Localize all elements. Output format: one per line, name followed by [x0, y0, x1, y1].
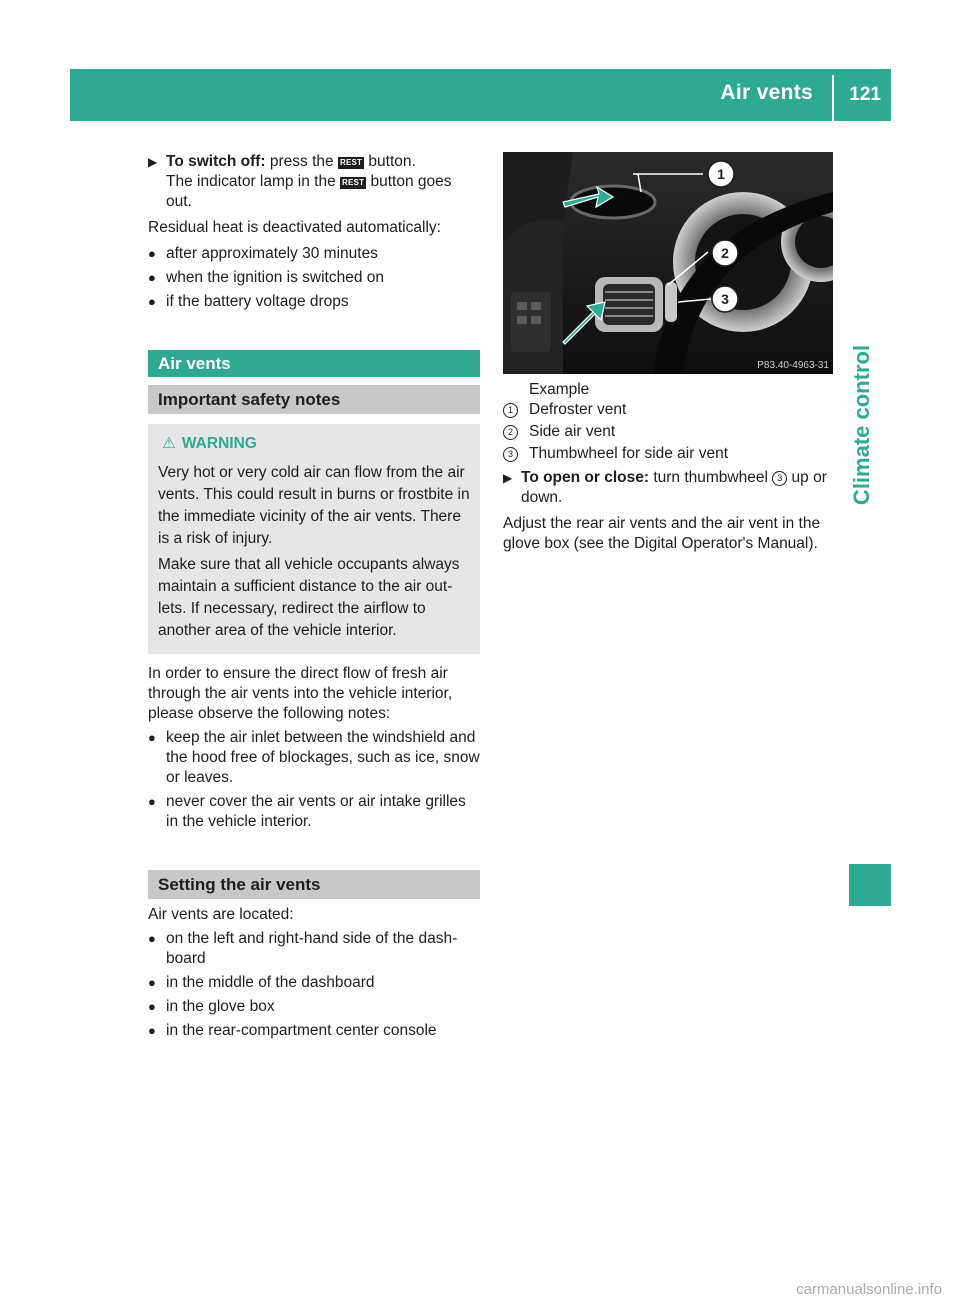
list-item — [148, 268, 480, 288]
adjust-paragraph: Adjust the rear air vents and the air vent in the glove box (see the Digital Operator's Manual). — [503, 515, 821, 552]
bullet-icon: ● — [148, 730, 156, 745]
switch-off-text-b: button. — [364, 153, 416, 170]
switch-off-text-a: press the — [265, 153, 338, 170]
air-vents-photo — [503, 152, 833, 374]
figure-callout-3: 3 — [721, 291, 729, 307]
header-title: Air vents — [720, 81, 813, 104]
list-item — [148, 244, 480, 264]
list-item-text: in the middle of the dashboard — [166, 974, 375, 991]
warning-triangle-icon: ⚠ — [162, 435, 176, 452]
warning-heading — [158, 434, 476, 454]
figure-code: P83.40-4963-31 — [757, 360, 829, 371]
arrow-right-icon: ▶ — [503, 471, 513, 485]
list-item-text: if the battery voltage drops — [166, 293, 349, 310]
right-column — [503, 152, 833, 554]
list-item-text: on the left and right-hand side of the dash-board — [166, 930, 458, 967]
left-column — [148, 152, 480, 1045]
figure-callout-2: 2 — [721, 245, 729, 261]
open-close-instruction — [503, 468, 833, 508]
bullet-icon: ● — [148, 270, 156, 285]
bullet-icon: ● — [148, 794, 156, 809]
residual-intro: Residual heat is deactivated automatically: — [148, 219, 441, 236]
list-item — [148, 292, 480, 312]
figure-caption: Example — [529, 381, 590, 398]
legend-item — [503, 444, 833, 464]
warning-label: WARNING — [181, 435, 257, 452]
arrow-right-icon: ▶ — [148, 155, 158, 169]
side-tab-marker — [849, 864, 891, 906]
open-close-text-b: up or down. — [521, 469, 827, 506]
list-item — [148, 792, 480, 832]
located-intro: Air vents are located: — [148, 906, 294, 923]
list-item — [148, 997, 480, 1017]
bullet-icon: ● — [148, 294, 156, 309]
side-tab-text: Climate control — [849, 344, 874, 506]
rest-key-icon: REST — [342, 178, 365, 187]
open-close-label: To open or close: — [521, 469, 650, 486]
list-item-text: in the glove box — [166, 998, 275, 1015]
switch-off-line2-b: button goes out. — [166, 173, 452, 210]
list-item-text: in the rear-compartment center console — [166, 1022, 437, 1039]
subsection-heading-setting: Setting the air vents — [148, 870, 480, 899]
ensure-intro: In order to ensure the direct flow of fresh air through the air vents into the vehicle interior, please observe the following notes: — [148, 665, 453, 722]
callout-number: 3 — [772, 471, 787, 486]
legend-item — [503, 422, 833, 442]
subsection-heading-safety: Important safety notes — [148, 385, 480, 414]
legend-text: Thumbwheel for side air vent — [529, 445, 729, 462]
legend-item — [503, 400, 833, 420]
warning-box — [148, 424, 480, 654]
switch-off-line2-a: The indicator lamp in the — [166, 173, 341, 190]
list-item-text: keep the air inlet between the windshield and the hood free of blockages, such as ice, snow or leaves. — [166, 729, 480, 786]
list-item — [148, 929, 480, 969]
header-bar — [70, 69, 891, 121]
legend-text: Defroster vent — [529, 401, 627, 418]
figure-callout-1: 1 — [717, 166, 725, 182]
section-heading-air-vents: Air vents — [148, 350, 480, 377]
warning-paragraph-2: Make sure that all vehicle occupants always maintain a sufficient distance to the air out-lets. If necessary, redirect the airflow to another area of the vehicle interior. — [158, 556, 460, 639]
header-divider — [832, 75, 834, 121]
list-item — [148, 728, 480, 788]
air-vents-illustration — [503, 152, 833, 374]
warning-paragraph-1: Very hot or very cold air can flow from the air vents. This could result in burns or frostbite in the immediate vicinity of the air vents. There is a risk of injury. — [158, 464, 470, 547]
callout-number: 2 — [503, 425, 518, 440]
callout-number: 3 — [503, 447, 518, 462]
switch-off-instruction — [148, 152, 480, 212]
list-item-text: never cover the air vents or air intake grilles in the vehicle interior. — [166, 793, 466, 830]
open-close-text-a: turn thumbwheel — [649, 469, 773, 486]
list-item-text: after approximately 30 minutes — [166, 245, 378, 262]
rest-key-icon: REST — [339, 158, 363, 167]
watermark: carmanualsonline.info — [796, 1281, 942, 1298]
switch-off-label: To switch off: — [166, 153, 266, 170]
list-item — [148, 973, 480, 993]
bullet-icon: ● — [148, 1023, 156, 1038]
bullet-icon: ● — [148, 246, 156, 261]
bullet-icon: ● — [148, 975, 156, 990]
page-number: 121 — [849, 84, 881, 105]
list-item — [148, 1021, 480, 1041]
bullet-icon: ● — [148, 931, 156, 946]
list-item-text: when the ignition is switched on — [166, 269, 384, 286]
side-tab-label — [842, 295, 882, 555]
bullet-icon: ● — [148, 999, 156, 1014]
legend-text: Side air vent — [529, 423, 616, 440]
callout-number: 1 — [503, 403, 518, 418]
